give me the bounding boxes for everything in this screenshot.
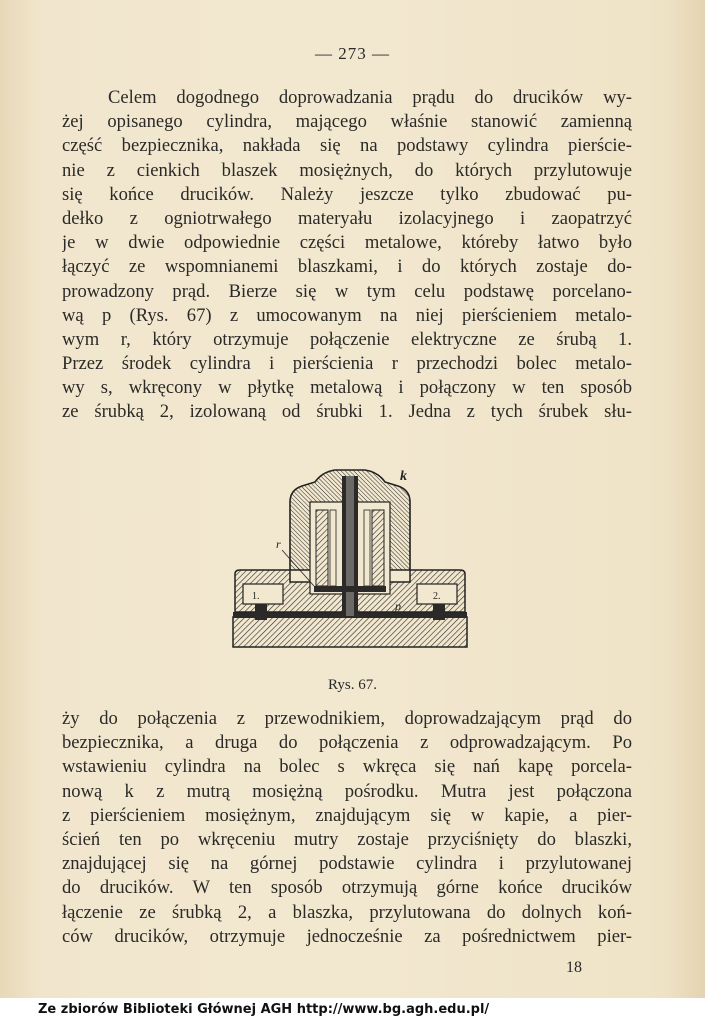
page-number: — 273 — (315, 44, 390, 63)
text-line: dełko z ogniotrwałego materyału izolacyjnego i zaopatrzyć (62, 207, 632, 229)
text-line: wym r, który otrzymuje połączenie elektryczne ze śrubą 1. (62, 328, 632, 350)
paragraph-1 (62, 86, 632, 425)
text-line: część bezpiecznika, nakłada się na podstawy cylindra pierście- (62, 135, 632, 157)
text-line: ży do połączenia z przewodnikiem, doprowadzającym prąd do (62, 708, 632, 729)
text-line: łączyć ze wspomnianemi blaszkami, i do których zostaje do- (62, 256, 632, 278)
text-line: wą p (Rys. 67) z umocowanym na niej pierścieniem metalo- (62, 304, 632, 326)
label-r: r (276, 537, 281, 551)
text-line: nie z cienkich blaszek mosiężnych, do których przylutowuje (62, 159, 632, 181)
text-line: żej opisanego cylindra, mającego właśnie stanowić zamienną (62, 111, 632, 133)
text-line: z pierścieniem mosiężnym, znajdującym się w kapie, a pier- (62, 804, 632, 826)
text-line: znajdującej się na górnej podstawie cylindra i przylutowanej (62, 853, 632, 875)
figure-caption: Rys. 67. (328, 677, 377, 693)
footer-bar (0, 998, 705, 1024)
paragraph-2 (62, 707, 632, 949)
text-line: Celem dogodnego doprowadzania prądu do drucików wy- (108, 87, 632, 108)
text-line: ścień ten po wkręceniu mutry zostaje przyciśnięty do blaszki, (62, 828, 632, 850)
label-terminal-2: 2. (433, 591, 441, 602)
text-line: je w dwie odpowiednie części metalowe, któreby łatwo było (62, 232, 632, 254)
text-line: wstawieniu cylindra na bolec s wkręca się nań kapę porcela- (62, 756, 632, 778)
footer-library-credit: Ze zbiorów Biblioteki Głównej AGH http://www.bg.agh.edu.pl/ (38, 1002, 490, 1017)
label-p: p (395, 599, 401, 613)
text-line: wy s, wkręcony w płytkę metalową i połączony w ten sposób (62, 377, 632, 399)
text-line: ców drucików, otrzymuje jednocześnie za pośrednictwem pier- (62, 925, 632, 947)
text-line: ze śrubką 2, izolowaną od śrubki 1. Jedna z tych śrubek słu- (62, 401, 632, 423)
label-terminal-1: 1. (252, 591, 260, 602)
text-line: Przez środek cylindra i pierścienia r przechodzi bolec metalo- (62, 353, 632, 375)
text-line: łączenie ze śrubką 2, a blaszka, przylutowana do dolnych koń- (62, 901, 632, 923)
text-line: się końce drucików. Należy jeszcze tylko zbudować pu- (62, 183, 632, 205)
fuse-cross-section-figure (230, 462, 470, 657)
text-line: nową k z mutrą mosiężną pośrodku. Mutra jest połączona (62, 780, 632, 802)
text-line: prowadzony prąd. Bierze się w tym celu podstawę porcelano- (62, 280, 632, 302)
text-line: bezpiecznika, a druga do połączenia z odprowadzającym. Po (62, 732, 632, 754)
text-line: do drucików. W ten sposób otrzymują górne końce drucików (62, 877, 632, 899)
label-k: k (400, 469, 407, 484)
signature-mark: 18 (566, 959, 582, 976)
